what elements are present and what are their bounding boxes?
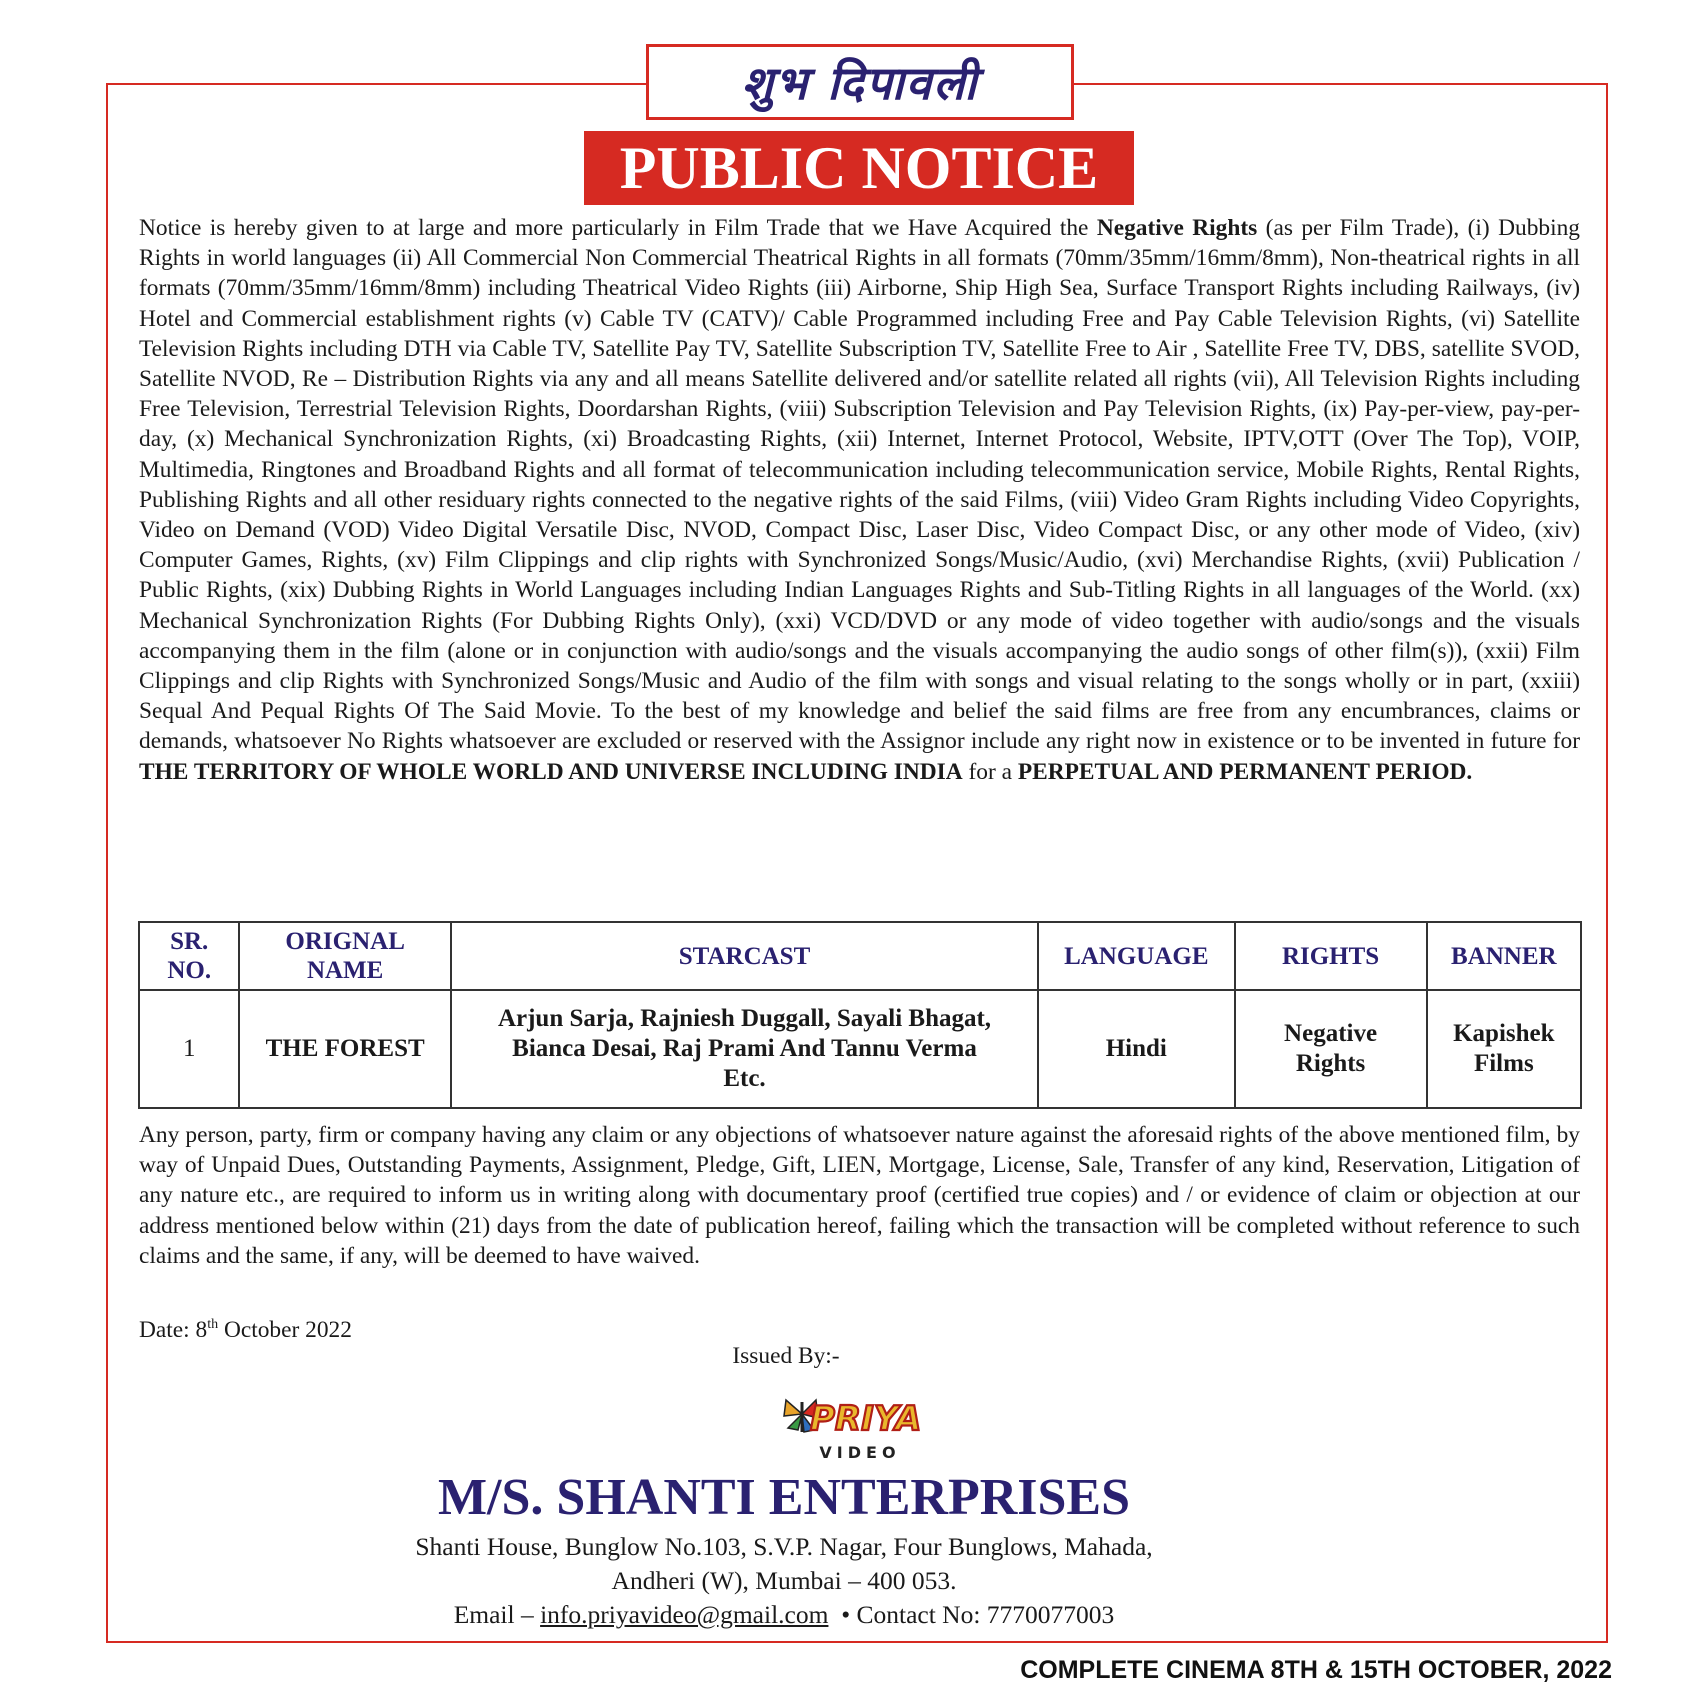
col-language: LANGUAGE: [1038, 922, 1234, 990]
film-rights-table: [138, 921, 1582, 1109]
diwali-greeting-box: [646, 44, 1074, 120]
period-bold: PERPETUAL AND PERMANENT PERIOD.: [1017, 758, 1473, 785]
priya-video-logo: [780, 1378, 940, 1464]
col-banner: BANNER: [1427, 922, 1581, 990]
logo-word: PRIYA: [810, 1399, 922, 1439]
cell-name: THE FOREST: [239, 990, 451, 1108]
contact-number: • Contact No: 7770077003: [828, 1600, 1115, 1629]
logo-subtitle: VIDEO: [819, 1443, 901, 1462]
title-banner: [584, 131, 1134, 205]
col-rights: RIGHTS: [1235, 922, 1427, 990]
email-label: Email –: [453, 1600, 541, 1629]
cell-rights: Negative Rights: [1235, 990, 1427, 1108]
cell-starcast: Arjun Sarja, Rajniesh Duggall, Sayali Bhagat, Bianca Desai, Raj Prami And Tannu Verma Etc.: [451, 990, 1038, 1108]
issued-by-label: Issued By:-: [732, 1343, 840, 1369]
col-sr-no: SR. NO.: [139, 922, 239, 990]
contact-line: [0, 1600, 1700, 1630]
address-line-1: Shanti House, Bunglow No.103, S.V.P. Nagar, Four Bunglows, Mahada,: [415, 1532, 1153, 1561]
col-starcast: STARCAST: [451, 922, 1038, 990]
page-title: PUBLIC NOTICE: [619, 134, 1099, 201]
address-line-2: Andheri (W), Mumbai – 400 053.: [611, 1566, 957, 1595]
publication-footer: COMPLETE CINEMA 8TH & 15TH OCTOBER, 2022: [1020, 1656, 1612, 1684]
email-link[interactable]: info.priyavideo@gmail.com: [540, 1600, 829, 1629]
col-original-name: ORIGNAL NAME: [239, 922, 451, 990]
notice-text: for a: [962, 758, 1018, 785]
territory-bold: THE TERRITORY OF WHOLE WORLD AND UNIVERSE INCLUDING INDIA: [139, 758, 963, 785]
diwali-greeting: शुभ दिपावली: [741, 56, 979, 110]
negative-rights-bold: Negative Rights: [1096, 215, 1258, 241]
claims-paragraph: Any person, party, firm or company having any claim or any objections of whatsoever nature against the aforesaid rights of the above mentioned film, by way of Unpaid Dues, Outstanding Payments, Assignment, Pledge, Gift, LIEN, Mortgage, License, Sale, Transfer of any kind, Reservation, Litigation of any nature etc., are required to inform us in writing along with documentary proof (certified true copies) and / or evidence of claim or objection at our address mentioned below within (21) days from the date of publication hereof, failing which the transaction will be completed without reference to such claims and the same, if any, will be deemed to have waived.: [139, 1122, 1580, 1269]
notice-text: Notice is hereby given to at large and more particularly in Film Trade that we Have Acquired the: [139, 215, 1097, 241]
cell-sr: 1: [139, 990, 239, 1108]
table-header-row: [139, 922, 1581, 990]
notice-text: (as per Film Trade), (i) Dubbing Rights in world languages (ii) All Commercial Non Commercial Theatrical Rights in all formats (70mm/35mm/16mm/8mm), Non-theatrical rights in all formats (70mm/35mm/16mm/8mm) including Theatrical Video Rights (iii) Airborne, Ship High Sea, Surface Transport Rights including Railways, (iv) Hotel and Commercial establishment rights (v) Cable TV (CATV)/ Cable Programmed including Free and Pay Cable Television Rights, (vi) Satellite Television Rights including DTH via Cable TV, Satellite Pay TV, Satellite Subscription TV, Satellite Free to Air , Satellite Free TV, DBS, satellite SVOD, Satellite NVOD, Re – Distribution Rights via any and all means Satellite delivered and/or satellite related all rights (vii), All Television Rights including Free Television, Terrestrial Television Rights, Doordarshan Rights, (viii) Subscription Television and Pay Television Rights, (ix) Pay-per-view, pay-per-day, (x) Mechanical Synchronization Rights, (xi) Broadcasting Rights, (xii) Internet, Internet Protocol, Website, IPTV,OTT (Over The Top), VOIP, Multimedia, Ringtones and Broadband Rights and all format of telecommunication including telecommunication service, Mobile Rights, Rental Rights, Publishing Rights and all other residuary rights connected to the negative rights of the said Films, (viii) Video Gram Rights including Video Copyrights, Video on Demand (VOD) Video Digital Versatile Disc, NVOD, Compact Disc, Laser Disc, Video Compact Disc, or any other mode of Video, (xiv) Computer Games, Rights, (xv) Film Clippings and clip rights with Synchronized Songs/Music/Audio, (xvi) Merchandise Rights, (xvii) Publication / Public Rights, (xix) Dubbing Rights in World Languages including Indian Languages Rights and Sub-Titling Rights in all languages of the World. (xx) Mechanical Synchronization Rights (For Dubbing Rights Only), (xxi) VCD/DVD or any mode of video together with audio/songs and the visuals accompanying them in the film (alone or in conjunction with audio/songs and the visuals accompanying the audio songs of other film(s)), (xxii) Film Clippings and clip Rights with Synchronized Songs/Music and Audio of the film with songs and visual relating to the songs wholly or in part, (xxiii) Sequal And Pequal Rights Of The Said Movie. To the best of my knowledge and belief the said films are free from any encumbrances, claims or demands, whatsoever No Rights whatsoever are excluded or reserved with the Assignor include any right now in existence or to be invented in future for: [139, 215, 1580, 755]
notice-date: Date: 8th October 2022: [139, 1317, 352, 1343]
company-name: M/S. SHANTI ENTERPRISES: [437, 1469, 1131, 1526]
cell-banner: Kapishek Films: [1427, 990, 1581, 1108]
table-row: [139, 990, 1581, 1108]
notice-paragraph: [139, 213, 1580, 787]
cell-language: Hindi: [1038, 990, 1234, 1108]
